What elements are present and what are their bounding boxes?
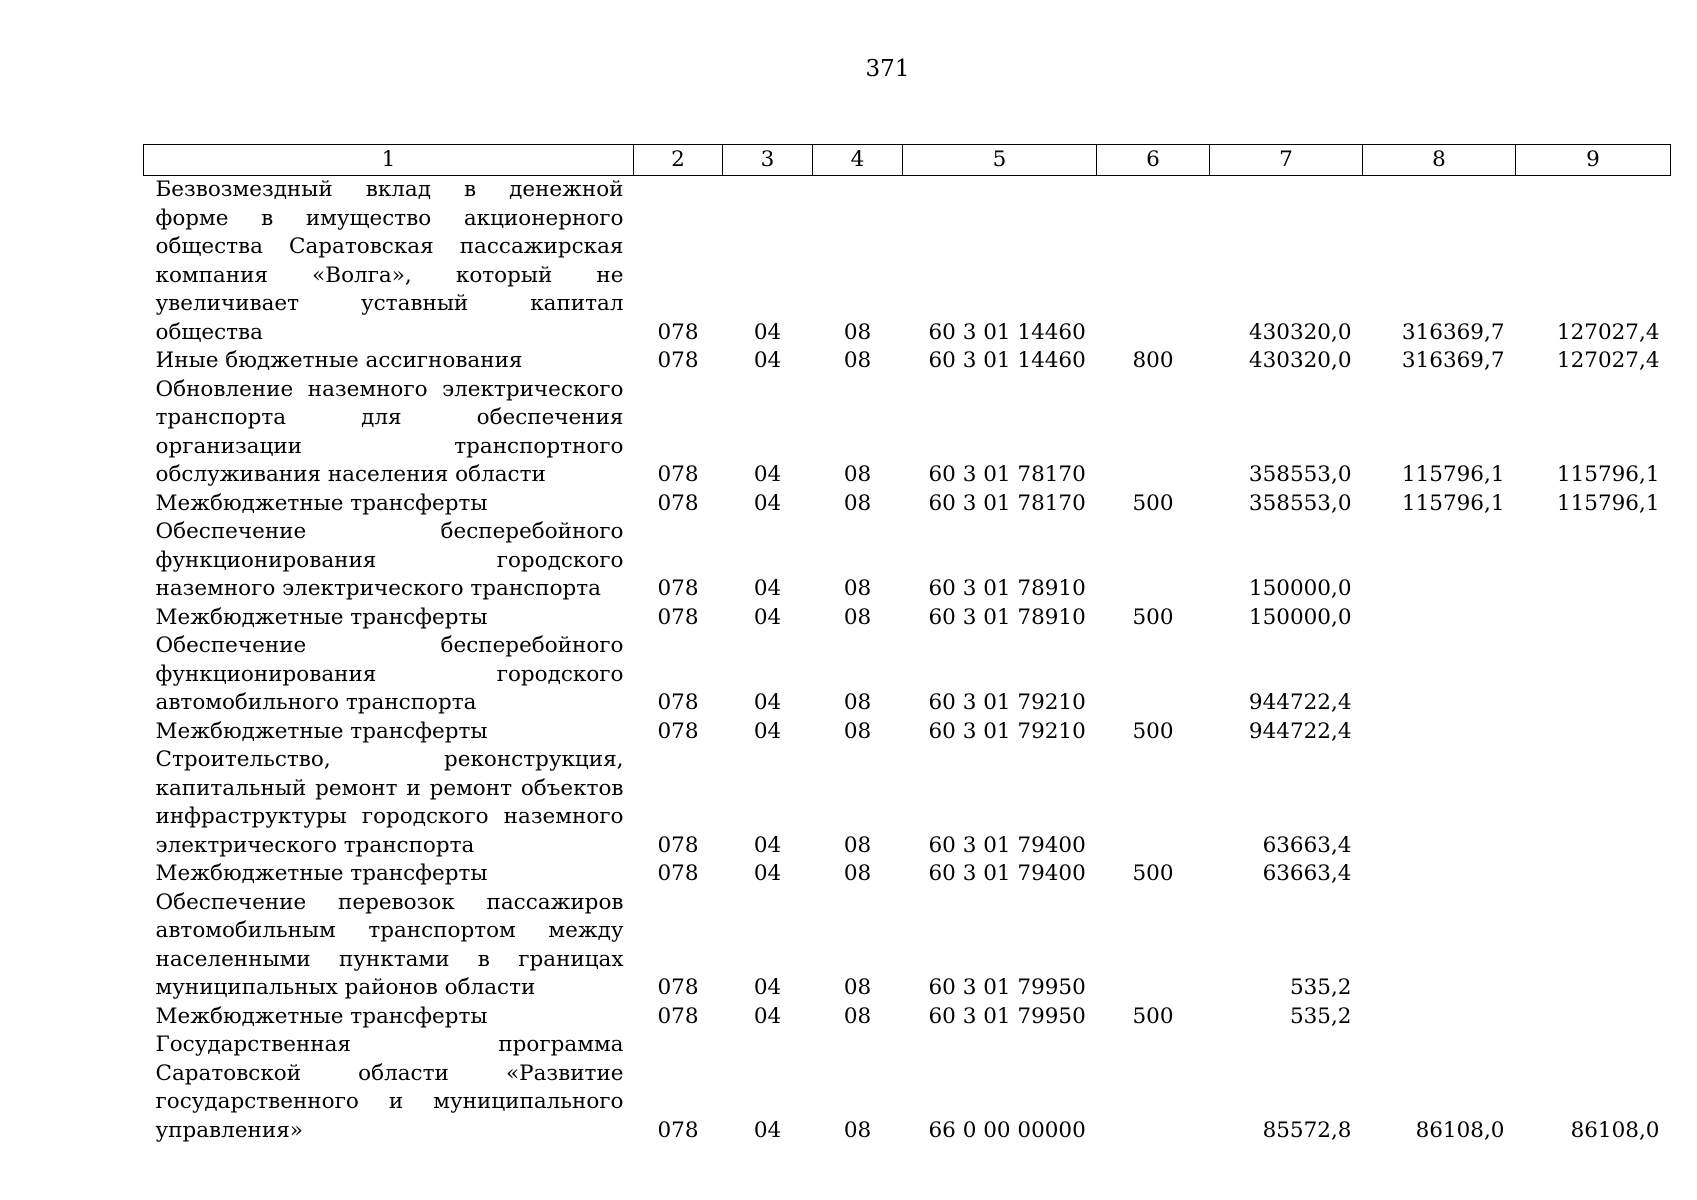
amount-year-3: [1516, 860, 1671, 889]
amount-year-1: 535,2: [1289, 1003, 1352, 1029]
target-article-code: 60 3 01 78170: [928, 490, 1086, 516]
section-code: 04: [753, 319, 782, 345]
amount-year-3: [1516, 632, 1671, 718]
subsection-code: 08: [843, 604, 872, 630]
amount-year-2: [1363, 1003, 1516, 1032]
section-code: 04: [753, 690, 782, 715]
target-article-code: 60 3 01 79400: [928, 861, 1086, 886]
table-row: [144, 632, 1671, 718]
expense-type-code: [1097, 518, 1210, 604]
amount-year-1: 944722,4: [1248, 718, 1352, 744]
amount-year-2: [1363, 860, 1516, 889]
section-code: 04: [753, 975, 782, 1000]
target-article-code: 60 3 01 14460: [928, 319, 1086, 345]
table-row: [144, 376, 1671, 490]
department-code: 078: [657, 576, 699, 601]
target-article-code: 60 3 01 79210: [928, 718, 1086, 744]
section-code: 04: [753, 490, 782, 516]
column-header: 5: [903, 145, 1097, 176]
amount-year-3: [1516, 518, 1671, 604]
amount-year-3: [1516, 889, 1671, 1003]
amount-year-1: 85572,8: [1262, 1117, 1352, 1143]
section-code: 04: [753, 604, 782, 630]
subsection-code: 08: [843, 1117, 872, 1143]
amount-year-3: 115796,1: [1556, 462, 1660, 487]
table-row: [144, 176, 1671, 348]
department-code: 078: [657, 1003, 699, 1029]
expense-type-code: [1097, 889, 1210, 1003]
expense-type-code: 500: [1132, 718, 1174, 744]
item-name: Иные бюджетные ассигнования: [155, 348, 523, 373]
table-row: [144, 718, 1671, 747]
section-code: 04: [753, 861, 782, 886]
department-code: 078: [657, 1117, 699, 1143]
table-row: [144, 347, 1671, 376]
amount-year-1: 430320,0: [1248, 319, 1352, 345]
item-name: Обновление наземного электрического транспорта для обеспечения организации транспортного обслуживания населения области: [155, 376, 624, 487]
amount-year-1: 63663,4: [1262, 861, 1352, 886]
department-code: 078: [657, 690, 699, 715]
column-header: 2: [634, 145, 723, 176]
expense-type-code: [1097, 1031, 1210, 1145]
table-row: [144, 604, 1671, 633]
expense-type-code: 800: [1132, 348, 1174, 373]
section-code: 04: [753, 576, 782, 601]
subsection-code: 08: [843, 975, 872, 1000]
amount-year-1: 63663,4: [1262, 832, 1352, 858]
amount-year-1: 535,2: [1289, 975, 1352, 1000]
header-row: [144, 145, 1671, 176]
item-name: Межбюджетные трансферты: [155, 1003, 488, 1029]
column-header: 1: [144, 145, 634, 176]
subsection-code: 08: [843, 690, 872, 715]
amount-year-2: 316369,7: [1401, 319, 1505, 345]
section-code: 04: [753, 348, 782, 373]
amount-year-3: [1516, 746, 1671, 860]
expense-type-code: [1097, 176, 1210, 348]
column-header: 7: [1210, 145, 1363, 176]
table-row: [144, 746, 1671, 860]
amount-year-1: 150000,0: [1248, 604, 1352, 630]
target-article-code: 60 3 01 78910: [928, 604, 1086, 630]
item-name: Строительство, реконструкция, капитальный ремонт и ремонт объектов инфраструктуры городского наземного электрического транспорта: [155, 747, 624, 858]
target-article-code: 60 3 01 14460: [928, 348, 1086, 373]
expense-type-code: 500: [1132, 861, 1174, 886]
department-code: 078: [657, 604, 699, 630]
amount-year-2: [1363, 632, 1516, 718]
amount-year-3: [1516, 1003, 1671, 1032]
expense-type-code: 500: [1132, 604, 1174, 630]
column-header: 8: [1363, 145, 1516, 176]
amount-year-2: [1363, 604, 1516, 633]
amount-year-1: 150000,0: [1248, 576, 1352, 601]
section-code: 04: [753, 1003, 782, 1029]
target-article-code: 60 3 01 79210: [928, 690, 1086, 715]
item-name: Межбюджетные трансферты: [155, 861, 488, 886]
target-article-code: 60 3 01 78170: [928, 462, 1086, 487]
target-article-code: 60 3 01 79950: [928, 1003, 1086, 1029]
subsection-code: 08: [843, 348, 872, 373]
subsection-code: 08: [843, 490, 872, 516]
department-code: 078: [657, 462, 699, 487]
section-code: 04: [753, 462, 782, 487]
table-row: [144, 889, 1671, 1003]
column-header: 4: [813, 145, 903, 176]
amount-year-2: [1363, 718, 1516, 747]
amount-year-1: 430320,0: [1248, 348, 1352, 373]
amount-year-3: 127027,4: [1556, 319, 1660, 345]
column-header: 3: [723, 145, 813, 176]
target-article-code: 60 3 01 78910: [928, 576, 1086, 601]
expense-type-code: [1097, 632, 1210, 718]
department-code: 078: [657, 832, 699, 858]
subsection-code: 08: [843, 1003, 872, 1029]
item-name: Государственная программа Саратовской области «Развитие государственного и муниципального управления»: [155, 1032, 624, 1143]
amount-year-1: 358553,0: [1248, 490, 1352, 516]
amount-year-2: [1363, 889, 1516, 1003]
subsection-code: 08: [843, 718, 872, 744]
table-row: [144, 1003, 1671, 1032]
column-header: 9: [1516, 145, 1671, 176]
section-code: 04: [753, 1117, 782, 1143]
page-number: 371: [865, 56, 910, 82]
amount-year-2: 115796,1: [1401, 462, 1505, 487]
department-code: 078: [657, 490, 699, 516]
amount-year-1: 358553,0: [1248, 462, 1352, 487]
expense-type-code: [1097, 376, 1210, 490]
item-name: Межбюджетные трансферты: [155, 604, 488, 630]
amount-year-2: [1363, 746, 1516, 860]
target-article-code: 60 3 01 79950: [928, 975, 1086, 1000]
expense-type-code: 500: [1132, 1003, 1174, 1029]
amount-year-2: [1363, 518, 1516, 604]
subsection-code: 08: [843, 861, 872, 886]
table-row: [144, 518, 1671, 604]
subsection-code: 08: [843, 319, 872, 345]
item-name: Межбюджетные трансферты: [155, 490, 488, 516]
subsection-code: 08: [843, 462, 872, 487]
column-header: 6: [1097, 145, 1210, 176]
subsection-code: 08: [843, 576, 872, 601]
target-article-code: 66 0 00 00000: [928, 1117, 1086, 1143]
target-article-code: 60 3 01 79400: [928, 832, 1086, 858]
section-code: 04: [753, 832, 782, 858]
amount-year-3: 115796,1: [1556, 490, 1660, 516]
amount-year-2: 86108,0: [1415, 1117, 1505, 1143]
department-code: 078: [657, 319, 699, 345]
section-code: 04: [753, 718, 782, 744]
item-name: Обеспечение бесперебойного функционирования городского наземного электрического транспорта: [155, 519, 624, 601]
item-name: Безвозмездный вклад в денежной форме в имуществo акционерного общества Саратовская пассажирская компания «Волга», который не увеличивает уставный капитал общества: [155, 177, 624, 345]
expense-type-code: [1097, 746, 1210, 860]
amount-year-2: 316369,7: [1401, 348, 1505, 373]
item-name: Обеспечение бесперебойного функционирования городского автомобильного транспорта: [155, 633, 624, 715]
department-code: 078: [657, 718, 699, 744]
department-code: 078: [657, 861, 699, 886]
item-name: Обеспечение перевозок пассажиров автомобильным транспортом между населенными пунктами в границах муниципальных районов области: [155, 889, 624, 1000]
subsection-code: 08: [843, 832, 872, 858]
table-row: [144, 1031, 1671, 1145]
amount-year-3: 127027,4: [1556, 348, 1660, 373]
table-row: [144, 490, 1671, 519]
department-code: 078: [657, 348, 699, 373]
department-code: 078: [657, 975, 699, 1000]
table-row: [144, 860, 1671, 889]
amount-year-1: 944722,4: [1248, 690, 1352, 715]
item-name: Межбюджетные трансферты: [155, 718, 488, 744]
amount-year-3: [1516, 604, 1671, 633]
expense-type-code: 500: [1132, 490, 1174, 516]
amount-year-3: [1516, 718, 1671, 747]
amount-year-2: 115796,1: [1401, 490, 1505, 516]
amount-year-3: 86108,0: [1570, 1117, 1660, 1143]
budget-table: [143, 144, 1671, 1145]
